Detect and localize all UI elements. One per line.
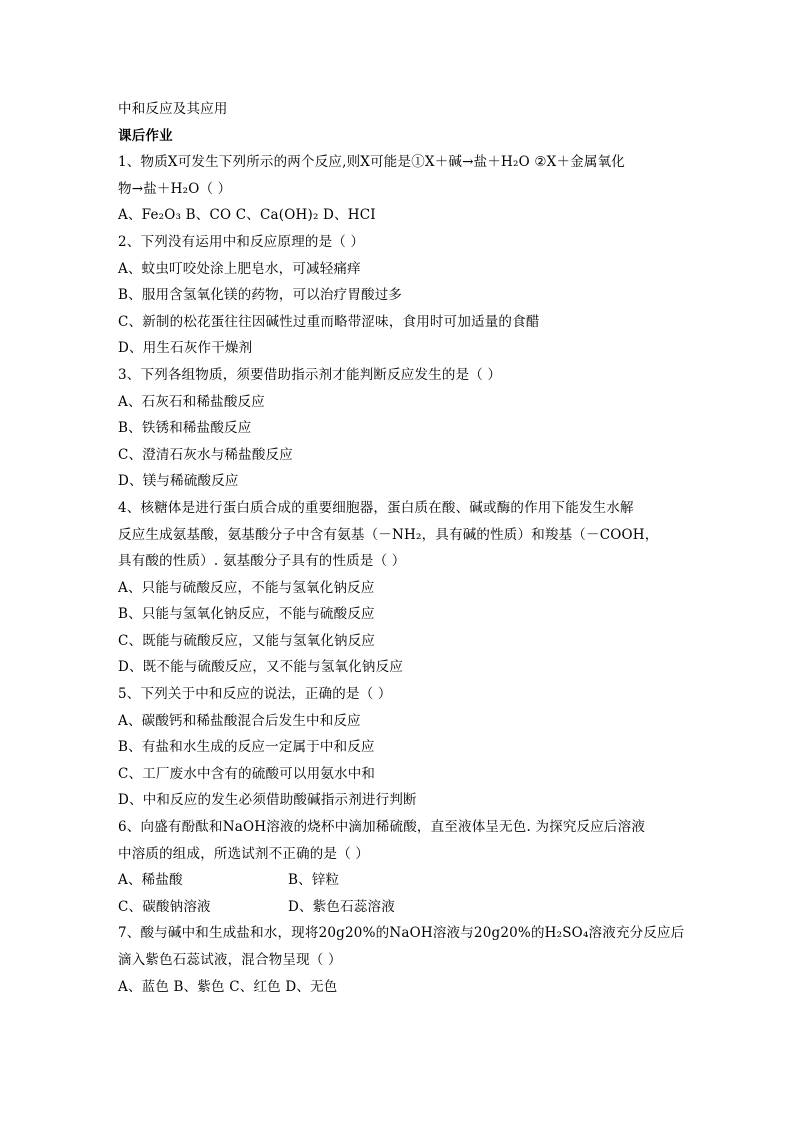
question-1: [118, 149, 688, 229]
option-row: A、蓝色 B、紫色 C、红色 D、无色: [118, 978, 338, 995]
option-c: C、澄清石灰水与稀盐酸反应: [118, 446, 293, 463]
question-6: [118, 814, 688, 920]
question-stem: 中溶质的组成，所选试剂不正确的是（ ）: [118, 845, 370, 862]
worksheet-page: [118, 96, 688, 1000]
option-d: D、紫色石蕊溶液: [288, 898, 395, 915]
question-stem: 具有酸的性质）. 氨基酸分子具有的性质是（ ）: [118, 553, 406, 570]
question-stem: 5、下列关于中和反应的说法，正确的是（ ）: [118, 686, 392, 703]
option-d: D、既不能与硫酸反应，又不能与氢氧化钠反应: [118, 659, 404, 676]
question-5: [118, 681, 688, 814]
option-d: D、中和反应的发生必须借助酸碱指示剂进行判断: [118, 792, 417, 809]
option-b: B、有盐和水生成的反应一定属于中和反应: [118, 739, 375, 756]
option-row: [118, 894, 688, 921]
question-stem: 7、酸与碱中和生成盐和水，现将20g20%的NaOH溶液与20g20%的H₂SO₄溶液充分反应后: [118, 925, 685, 942]
option-row: [118, 867, 688, 894]
question-3: [118, 362, 688, 495]
option-d: D、镁与稀硫酸反应: [118, 473, 239, 490]
question-7: [118, 920, 688, 1000]
question-stem: 1、物质X可发生下列所示的两个反应,则X可能是①X＋碱→盐＋H₂O ②X＋金属氧化: [118, 154, 625, 171]
question-2: [118, 229, 688, 362]
option-c: C、碳酸钠溶液: [118, 898, 211, 915]
option-a: A、只能与硫酸反应，不能与氢氧化钠反应: [118, 579, 375, 596]
option-c: C、新制的松花蛋往往因碱性过重而略带涩味，食用时可加适量的食醋: [118, 313, 540, 330]
option-a: A、碳酸钙和稀盐酸混合后发生中和反应: [118, 712, 361, 729]
question-stem: 滴入紫色石蕊试液，混合物呈现（ ）: [118, 952, 342, 968]
option-b: B、铁锈和稀盐酸反应: [118, 420, 252, 437]
option-c: C、工厂废水中含有的硫酸可以用氨水中和: [118, 765, 376, 782]
question-stem: 2、下列没有运用中和反应原理的是（ ）: [118, 233, 365, 250]
option-b: B、服用含氢氧化镁的药物，可以治疗胃酸过多: [118, 287, 403, 304]
question-stem: 6、向盛有酚酞和NaOH溶液的烧杯中滴加稀硫酸，直至液体呈无色. 为探究反应后溶液: [118, 819, 646, 836]
option-b: B、锌粒: [288, 872, 340, 889]
option-row: A、Fe₂O₃ B、CO C、Ca(OH)₂ D、HCI: [118, 207, 376, 224]
question-stem: 反应生成氨基酸，氨基酸分子中含有氨基（－NH₂，具有碱的性质）和羧基（－COOH，: [118, 526, 659, 543]
question-stem: 物→盐＋H₂O（ ）: [118, 180, 232, 197]
question-stem: 3、下列各组物质，须要借助指示剂才能判断反应发生的是（ ）: [118, 366, 502, 383]
question-4: [118, 495, 688, 681]
document-title: 中和反应及其应用: [118, 101, 228, 117]
option-b: B、只能与氢氧化钠反应，不能与硫酸反应: [118, 606, 375, 623]
question-stem: 4、核糖体是进行蛋白质合成的重要细胞器，蛋白质在酸、碱或酶的作用下能发生水解: [118, 499, 634, 516]
option-c: C、既能与硫酸反应，又能与氢氧化钠反应: [118, 632, 376, 649]
option-a: A、蚊虫叮咬处涂上肥皂水，可减轻痛痒: [118, 260, 361, 277]
option-a: A、稀盐酸: [118, 872, 183, 889]
section-heading: 课后作业: [118, 127, 173, 144]
option-d: D、用生石灰作干燥剂: [118, 340, 253, 357]
option-a: A、石灰石和稀盐酸反应: [118, 393, 265, 410]
